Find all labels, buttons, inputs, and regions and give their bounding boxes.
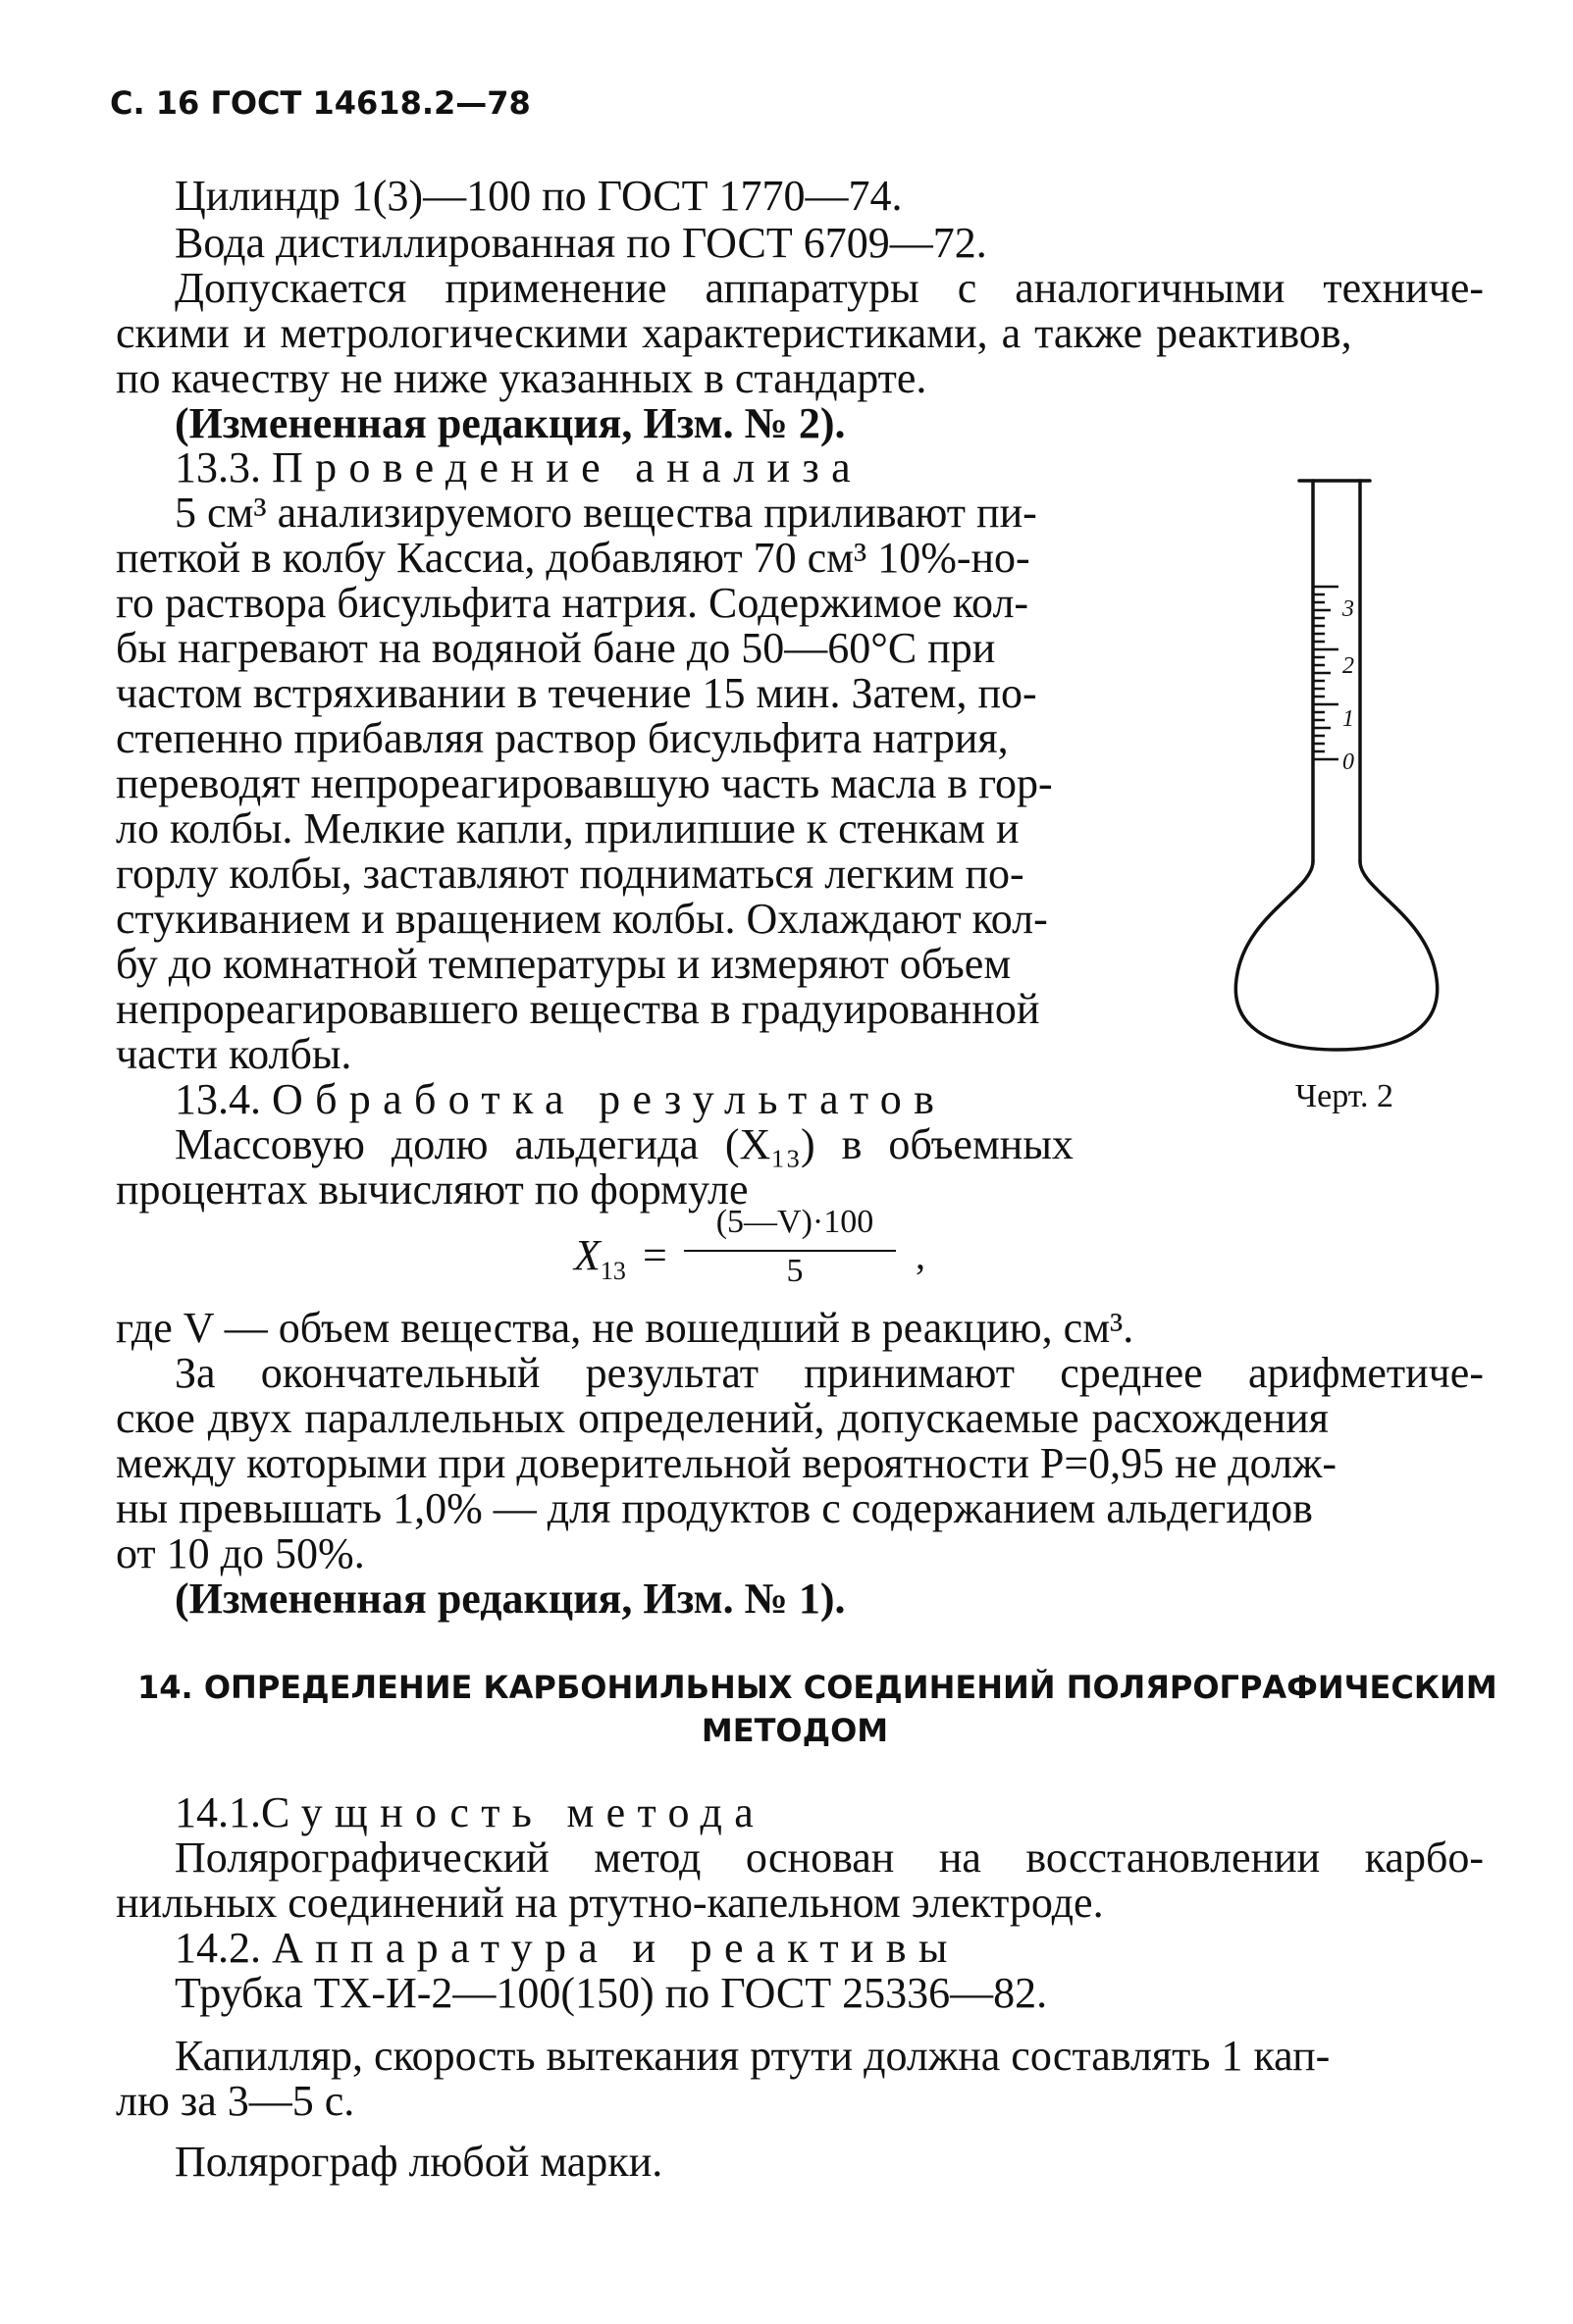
text-line: скими и метрологическими характеристиками, а также реактивов, xyxy=(116,309,1352,357)
formula-trail: , xyxy=(916,1233,925,1277)
text-line: где V — объем вещества, не вошедший в реакцию, см³. xyxy=(116,1304,1134,1352)
fraction-bar xyxy=(684,1250,896,1252)
text-line: переводят непрореагировавшую часть масла в гор- xyxy=(116,759,1053,807)
scale-label-0: 0 xyxy=(1342,749,1354,775)
justified-text: Допускается применение аппаратуры с аналогичными техниче- xyxy=(175,264,1484,312)
text-line: между которыми при доверительной вероятности P=0,95 не долж- xyxy=(116,1439,1337,1487)
text-line: ское двух параллельных определений, допускаемые расхождения xyxy=(116,1394,1330,1442)
subsection-number: 14.1. xyxy=(175,1788,261,1836)
text-line: Полярограф любой марки. xyxy=(175,2138,663,2186)
cassia-flask-figure xyxy=(1215,469,1450,1082)
text-line xyxy=(175,1833,1484,1882)
text-line: бу до комнатной температуры и измеряют объем xyxy=(116,940,1012,988)
formula-variable: X xyxy=(574,1231,601,1279)
amendment-note: (Измененная редакция, Изм. № 1). xyxy=(175,1575,846,1623)
amendment-note: (Измененная редакция, Изм. № 2). xyxy=(175,399,846,447)
subsection-heading-14-2 xyxy=(175,1924,960,1972)
subsection-title: Аппаратура и реактивы xyxy=(272,1924,960,1972)
formula-subscript: 13 xyxy=(600,1256,626,1285)
text-line: Трубка ТХ-И-2—100(150) по ГОСТ 25336—82. xyxy=(175,1969,1048,2017)
text-line xyxy=(175,1349,1484,1397)
text-line: нильных соединений на ртутно-капельном электроде. xyxy=(116,1879,1104,1927)
formula-numerator: (5—V)·100 xyxy=(715,1204,874,1240)
subsection-number: 13.3. xyxy=(175,443,261,491)
text-line: петкой в колбу Кассиа, добавляют 70 см³ 10%-но- xyxy=(116,534,1030,582)
justified-text: Полярографический метод основан на восстановлении карбо- xyxy=(175,1833,1484,1882)
subsection-heading-14-1 xyxy=(175,1788,766,1836)
text-line: бы нагревают на водяной бане до 50—60°С при xyxy=(116,624,996,672)
text-line: стукиванием и вращением колбы. Охлаждают кол- xyxy=(116,895,1048,943)
scale-label-3: 3 xyxy=(1342,596,1354,622)
figure-caption: Черт. 2 xyxy=(1295,1078,1394,1114)
text-line: части колбы. xyxy=(116,1030,352,1078)
scale-label-2: 2 xyxy=(1342,653,1354,679)
subsection-heading-13-3 xyxy=(175,443,863,491)
formula-denominator: 5 xyxy=(786,1253,804,1289)
text-line: горлу колбы, заставляют подниматься легким по- xyxy=(116,850,1024,898)
text-line: по качеству не ниже указанных в стандарте. xyxy=(116,354,927,402)
text-line: непрореагировавшего вещества в градуированной xyxy=(116,985,1040,1033)
running-head: С. 16 ГОСТ 14618.2—78 xyxy=(110,84,531,122)
justified-text: За окончательный результат принимают среднее арифметиче- xyxy=(175,1349,1484,1397)
text-line: Цилиндр 1(3)—100 по ГОСТ 1770—74. xyxy=(175,172,903,220)
text-line: степенно прибавляя раствор бисульфита натрия, xyxy=(116,714,1009,762)
subsection-heading-13-4 xyxy=(175,1075,947,1123)
text-line: ло колбы. Мелкие капли, прилипшие к стенкам и xyxy=(116,804,1020,852)
text-line: Массовую долю альдегида (X₁₃) в объемных xyxy=(175,1120,1074,1168)
text-line: 5 см³ анализируемого вещества приливают пи- xyxy=(175,489,1037,537)
subsection-number: 14.2. xyxy=(175,1924,261,1972)
text-line: Вода дистиллированная по ГОСТ 6709—72. xyxy=(175,219,987,267)
section-title-line-2: МЕТОДОМ xyxy=(701,1712,889,1749)
text-line: лю за 3—5 с. xyxy=(116,2077,355,2125)
cassia-flask-drawing xyxy=(1215,469,1450,1077)
formula-equals: = xyxy=(643,1231,667,1279)
text-line: ны превышать 1,0% — для продуктов с содержанием альдегидов xyxy=(116,1484,1313,1532)
section-title-line-1: 14. ОПРЕДЕЛЕНИЕ КАРБОНИЛЬНЫХ СОЕДИНЕНИЙ ПОЛЯРОГРАФИЧЕСКИМ xyxy=(137,1669,1497,1706)
subsection-number: 13.4. xyxy=(175,1075,261,1123)
formula-lhs xyxy=(574,1231,626,1293)
scale-label-1: 1 xyxy=(1342,706,1354,732)
text-line: го раствора бисульфита натрия. Содержимое кол- xyxy=(116,579,1029,627)
text-line: Капилляр, скорость вытекания ртути должна составлять 1 кап- xyxy=(175,2032,1331,2080)
subsection-title: Проведение анализа xyxy=(272,443,863,491)
text-line xyxy=(175,264,1484,312)
text-line: частом встряхивании в течение 15 мин. Затем, по- xyxy=(116,669,1037,717)
graduation-scale xyxy=(1313,587,1338,759)
subsection-title: Обработка результатов xyxy=(272,1075,947,1123)
text-line: процентах вычисляют по формуле xyxy=(116,1165,749,1214)
text-line: от 10 до 50%. xyxy=(116,1529,365,1577)
subsection-title: Сущность метода xyxy=(261,1788,766,1836)
